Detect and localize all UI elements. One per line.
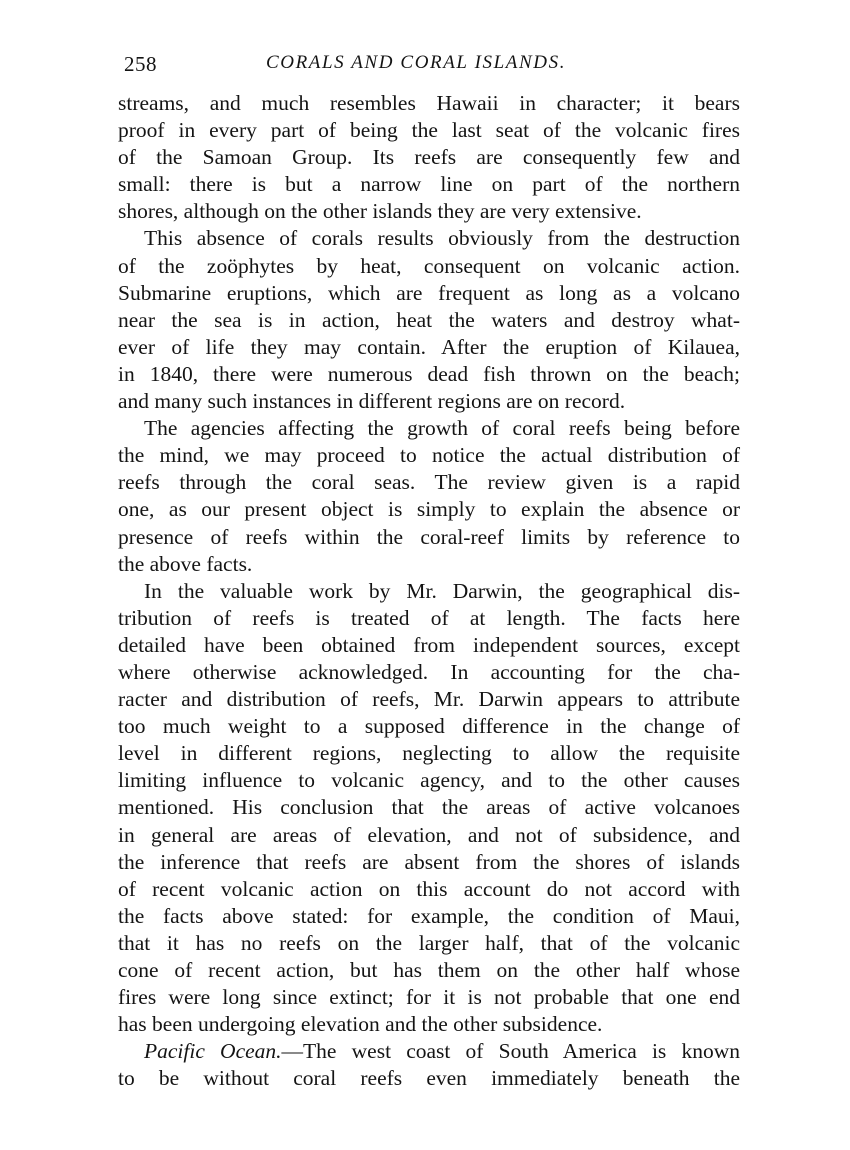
text-line: in 1840, there were numerous dead fish thrown on the beach;	[118, 361, 740, 386]
text-line: mentioned. His conclusion that the areas of active volcanoes	[118, 795, 740, 820]
text-line	[118, 1038, 740, 1065]
text-line: too much weight to a supposed difference in the change of	[118, 714, 740, 739]
text-line: detailed have been obtained from independent sources, except	[118, 632, 740, 657]
running-head: CORALS AND CORAL ISLANDS.	[266, 52, 567, 73]
text-line: streams, and much resembles Hawaii in character; it bears	[118, 91, 740, 115]
text-line: proof in every part of being the last seat of the volcanic fires	[118, 118, 740, 143]
text-line: and many such instances in different regions are on record.	[118, 389, 626, 414]
text-line: presence of reefs within the coral-reef limits by reference to	[118, 524, 740, 549]
text-line: The agencies affecting the growth of coral reefs being before	[144, 416, 740, 441]
text-line: This absence of corals results obviously from the destruction	[144, 226, 740, 251]
text-line: to be without coral reefs even immediately beneath the	[118, 1066, 740, 1091]
text-line: level in different regions, neglecting to allow the requisite	[118, 741, 740, 766]
body-text	[118, 90, 740, 1092]
text-line: tribution of reefs is treated of at length. The facts here	[118, 605, 740, 630]
text-line: small: there is but a narrow line on part of the northern	[118, 172, 740, 197]
text-line: shores, although on the other islands they are very extensive.	[118, 199, 642, 224]
text-line: where otherwise acknowledged. In accounting for the cha-	[118, 659, 740, 684]
text-line: in general are areas of elevation, and not of subsidence, and	[118, 822, 740, 847]
section-heading-pacific-ocean: Pacific Ocean.	[144, 1039, 282, 1064]
page-number: 258	[124, 52, 157, 76]
text-line: racter and distribution of reefs, Mr. Darwin appears to attribute	[118, 687, 740, 712]
text-line: the facts above stated: for example, the condition of Maui,	[118, 903, 740, 928]
text-line-rest: —The west coast of South America is known	[281, 1039, 740, 1064]
text-line: that it has no reefs on the larger half, that of the volcanic	[118, 930, 740, 955]
text-line: of the zoöphytes by heat, consequent on volcanic action.	[118, 253, 740, 278]
text-line: In the valuable work by Mr. Darwin, the geographical dis-	[144, 578, 740, 603]
text-line: reefs through the coral seas. The review given is a rapid	[118, 470, 740, 495]
text-line: Submarine eruptions, which are frequent as long as a volcano	[118, 280, 740, 305]
text-line: ever of life they may contain. After the eruption of Kilauea,	[118, 334, 740, 359]
text-line: limiting influence to volcanic agency, and to the other causes	[118, 768, 740, 793]
text-line: near the sea is in action, heat the waters and destroy what-	[118, 307, 740, 332]
text-line: the mind, we may proceed to notice the actual distribution of	[118, 443, 740, 468]
text-line: fires were long since extinct; for it is not probable that one end	[118, 985, 740, 1010]
page-header	[124, 52, 738, 80]
text-line: the inference that reefs are absent from the shores of islands	[118, 849, 740, 874]
text-line: has been undergoing elevation and the other subsidence.	[118, 1012, 603, 1037]
text-line: of the Samoan Group. Its reefs are consequently few and	[118, 145, 740, 170]
text-line: one, as our present object is simply to explain the absence or	[118, 497, 740, 522]
text-line: the above facts.	[118, 551, 253, 576]
text-line: cone of recent action, but has them on the other half whose	[118, 958, 740, 982]
text-line: of recent volcanic action on this account do not accord with	[118, 876, 740, 901]
